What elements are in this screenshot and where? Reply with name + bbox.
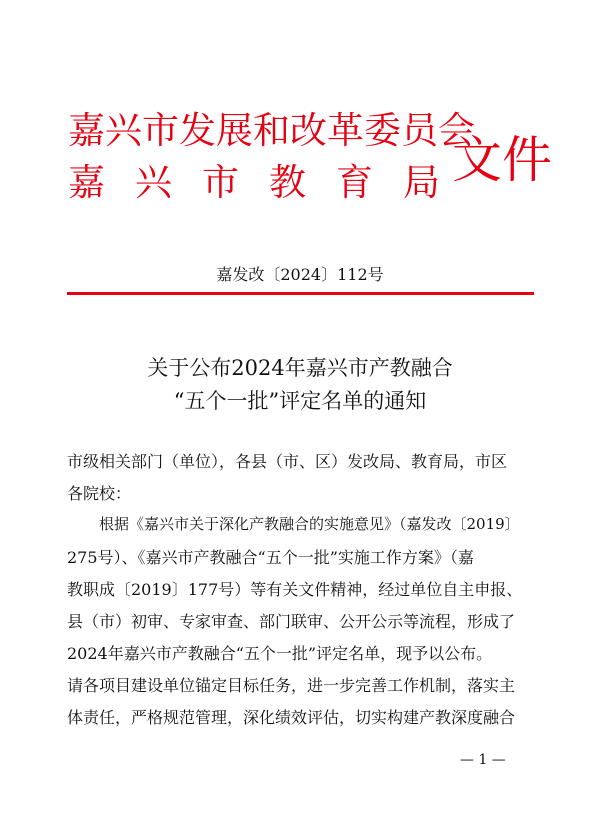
org-char: 局: [403, 161, 440, 204]
body-paragraph-line-4: 县（市）初审、专家审查、部门联审、公开公示等流程，形成了: [67, 612, 516, 631]
issuing-org-ndrc: 嘉兴市发展和改革委员会: [68, 109, 475, 152]
document-number: 嘉发改〔2024〕112号: [216, 265, 384, 284]
issuing-org-education-bureau: [68, 152, 440, 206]
org-char: 嘉: [68, 161, 105, 204]
page-number: — 1 —: [460, 752, 506, 768]
org-char: 市: [202, 161, 239, 204]
body-paragraph-line-5: 2024年嘉兴市产教融合“五个一批”评定名单，现予以公布。: [67, 644, 493, 663]
notice-title-line-2: “五个一批”评定名单的通知: [173, 389, 427, 413]
body-paragraph-line-3: 教职成〔2019〕177号）等有关文件精神，经过单位自主申报、: [67, 580, 523, 599]
org-char: 兴: [135, 161, 172, 204]
notice-title-line-1: 关于公布2024年嘉兴市产教融合: [147, 356, 453, 380]
body-paragraph-line-1: 根据《嘉兴市关于深化产教融合的实施意见》（嘉发改〔2019〕: [99, 515, 520, 533]
red-divider-line: [67, 292, 534, 295]
recipient-line-1: 市级相关部门（单位），各县（市、区）发改局、教育局，市区: [67, 452, 508, 471]
org-char: 育: [336, 161, 373, 204]
org-char: 教: [269, 161, 306, 204]
body-paragraph-line-7: 体责任，严格规范管理，深化绩效评估，切实构建产教深度融合: [67, 708, 516, 727]
body-paragraph-line-2: 275号）、《嘉兴市产教融合“五个一批”实施工作方案》（嘉: [67, 548, 474, 567]
document-word: 文件: [452, 131, 552, 189]
recipient-line-2: 各院校：: [67, 484, 132, 503]
body-paragraph-line-6: 请各项目建设单位锚定目标任务，进一步完善工作机制，落实主: [67, 676, 516, 695]
